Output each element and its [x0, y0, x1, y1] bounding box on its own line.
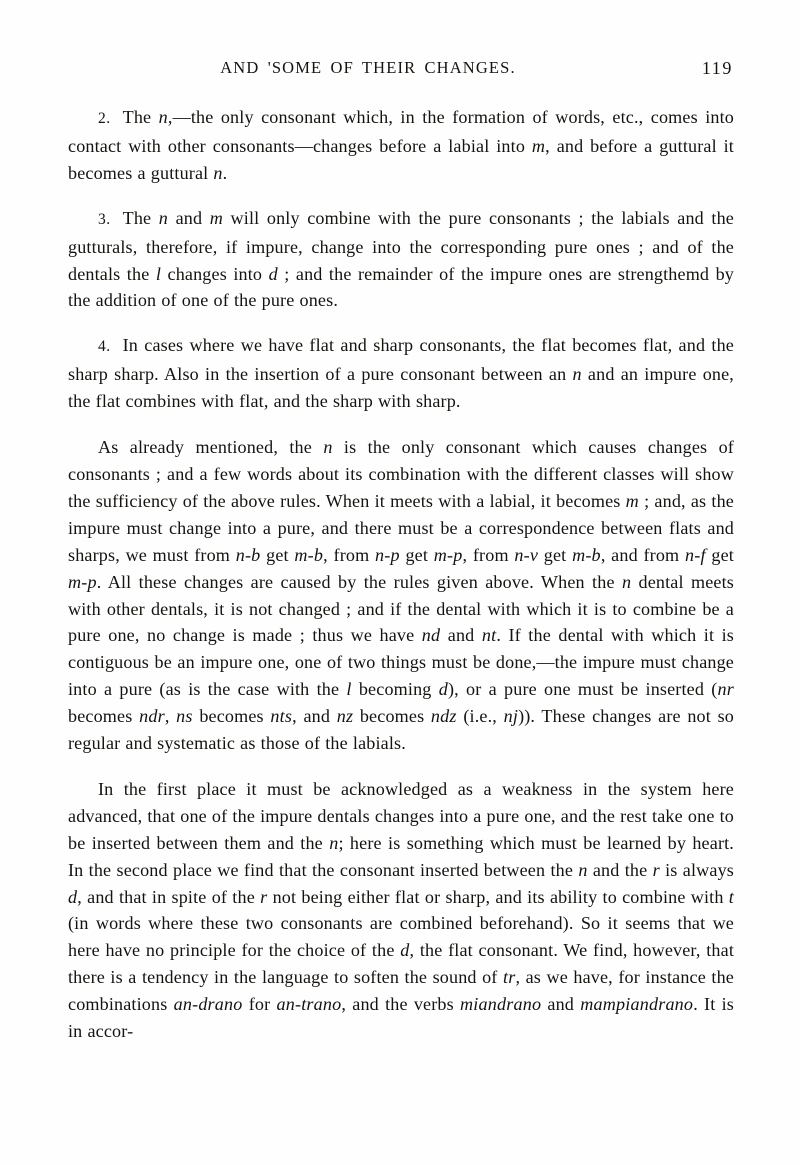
- italic-term: nt: [481, 625, 497, 646]
- italic-term: m: [531, 135, 546, 156]
- text-run: ), or a pure one must be inserted (: [447, 679, 718, 700]
- paragraph-para-in-the-first-place: [68, 776, 734, 1045]
- text-run: , and: [292, 706, 337, 727]
- text-run: The: [122, 107, 159, 127]
- text-run: for: [242, 994, 277, 1015]
- text-run: and: [541, 994, 581, 1015]
- italic-term: miandrano: [460, 994, 542, 1015]
- text-run: get: [538, 544, 573, 565]
- page-body-text: [68, 104, 734, 1045]
- italic-term: n: [323, 437, 333, 458]
- italic-term: n-p: [375, 544, 400, 565]
- text-run: , and that in spite of the: [77, 886, 261, 907]
- italic-term: l: [346, 679, 352, 700]
- text-run: .: [222, 162, 228, 183]
- text-run: ,—the only consonant which, in the formation of words, etc., comes into contact with other consonants—changes before a labial into: [68, 107, 734, 156]
- text-run: becomes: [68, 706, 140, 727]
- italic-term: m-b: [572, 544, 601, 565]
- text-run: and an impure one, the flat combines with flat, and the sharp with sharp.: [68, 364, 734, 412]
- text-run: is always: [659, 859, 734, 880]
- italic-term: d: [438, 679, 448, 700]
- italic-term: nd: [421, 625, 441, 646]
- text-run: In the first place it must be acknowledged as a weakness in the system here advanced, that one of the impure dentals changes into a pure one, and the rest take one to be inserted between them and the: [68, 778, 734, 853]
- italic-term: n: [158, 107, 168, 127]
- italic-term: n: [213, 162, 223, 183]
- italic-term: tr: [502, 967, 516, 988]
- text-run: ; and the remainder of the impure ones are strengthemd by the addition of one of the pure ones.: [68, 263, 734, 311]
- text-run: As already mentioned, the: [98, 437, 324, 458]
- italic-term: d: [268, 263, 278, 284]
- italic-term: an-trano: [276, 994, 342, 1015]
- text-run: get: [705, 544, 734, 565]
- text-run: , from: [462, 544, 515, 565]
- text-run: get: [260, 544, 295, 565]
- running-head: [68, 58, 733, 88]
- text-run: The: [122, 207, 159, 228]
- italic-term: r: [652, 859, 660, 880]
- text-run: . If the dental with which it is contiguous be an impure one, one of two things must be done,—the impure must change into a pure (as is the case with the: [68, 625, 734, 700]
- text-run: ; here is something which must be learned by heart. In the second place we find that the consonant inserted between the: [68, 832, 734, 880]
- italic-term: mampiandrano: [580, 994, 694, 1015]
- text-run: (in words where these two consonants are combined beforehand). So it seems that we here have no principle for the choice of the: [68, 913, 734, 961]
- italic-term: d: [68, 886, 78, 907]
- text-run: )). These changes are not so regular and systematic as those of the labials.: [68, 706, 734, 754]
- italic-term: m: [209, 207, 223, 228]
- italic-term: l: [155, 263, 162, 284]
- list-marker: 4.: [98, 338, 111, 356]
- italic-term: m-b: [294, 544, 324, 565]
- paragraph-item-2: [68, 104, 734, 187]
- italic-term: n: [329, 832, 339, 853]
- list-marker: 3.: [98, 210, 111, 228]
- text-run: and: [168, 207, 210, 228]
- text-run: is the only consonant which causes changes of consonants ; and a few words about its combination with the different classes will show the sufficiency of the above rules. When it meets with a labial, it becomes: [68, 437, 734, 511]
- text-run: (i.e.,: [456, 706, 504, 727]
- page-number: 119: [701, 58, 733, 78]
- text-run: dental meets with other dentals, it is not changed ; and if the dental with which it is to combine be a pure one, no change is made ; thus we have: [68, 571, 734, 646]
- text-run: and: [440, 625, 482, 646]
- list-marker: 2.: [98, 110, 111, 127]
- italic-term: nts: [270, 706, 293, 727]
- text-run: , and before a guttural it becomes a guttural: [68, 135, 734, 183]
- italic-term: ns: [176, 706, 193, 727]
- text-run: becomes: [192, 706, 271, 727]
- text-run: becoming: [351, 679, 439, 700]
- italic-term: m-p: [433, 544, 463, 565]
- text-run: becomes: [353, 706, 431, 727]
- italic-term: n-v: [514, 544, 539, 565]
- paragraph-para-as-already: [68, 434, 734, 757]
- italic-term: m: [625, 490, 639, 511]
- italic-term: n: [621, 571, 632, 592]
- text-run: get: [399, 544, 434, 565]
- paragraph-item-3: [68, 205, 734, 315]
- italic-term: r: [260, 886, 268, 907]
- running-head-title: AND 'SOME OF THEIR CHANGES.: [220, 58, 516, 77]
- italic-term: nz: [336, 706, 354, 727]
- italic-term: m-p: [68, 571, 97, 592]
- italic-term: n-f: [684, 544, 706, 565]
- italic-term: n: [578, 859, 588, 880]
- text-run: will only combine with the pure consonants ; the labials and the gutturals, therefore, if impure, change into the corresponding pure ones ; and of the dentals the: [68, 207, 734, 284]
- italic-term: d: [400, 940, 410, 961]
- text-run: , the flat consonant. We find, however, that there is a tendency in the language to soften the sound of: [68, 940, 735, 988]
- italic-term: n: [158, 207, 169, 228]
- italic-term: n-b: [235, 544, 261, 565]
- text-run: not being either flat or sharp, and its ability to combine with: [267, 886, 729, 907]
- text-run: . All these changes are caused by the rules given above. When the: [96, 571, 622, 592]
- italic-term: n: [572, 364, 582, 385]
- italic-term: nj: [503, 706, 519, 727]
- text-run: . It is in accor-: [68, 994, 734, 1042]
- text-run: In cases where we have flat and sharp consonants, the flat becomes flat, and the sharp sharp. Also in the insertion of a pure consonant between an: [68, 335, 734, 385]
- text-run: , from: [323, 544, 376, 565]
- text-run: and the: [587, 859, 653, 880]
- italic-term: ndz: [430, 706, 457, 727]
- italic-term: an-drano: [173, 994, 243, 1015]
- text-run: , and the verbs: [341, 994, 461, 1015]
- text-run: ; and, as the impure must change into a pure, and there must be a correspondence between flats and sharps, we must from: [68, 490, 734, 565]
- italic-term: t: [728, 886, 734, 907]
- text-run: ,: [164, 706, 177, 727]
- paragraph-item-4: [68, 332, 734, 415]
- text-run: changes into: [161, 263, 269, 284]
- italic-term: nr: [717, 679, 734, 700]
- text-run: , and from: [600, 544, 685, 565]
- text-run: , as we have, for instance the combinations: [68, 967, 734, 1015]
- italic-term: ndr: [139, 706, 165, 727]
